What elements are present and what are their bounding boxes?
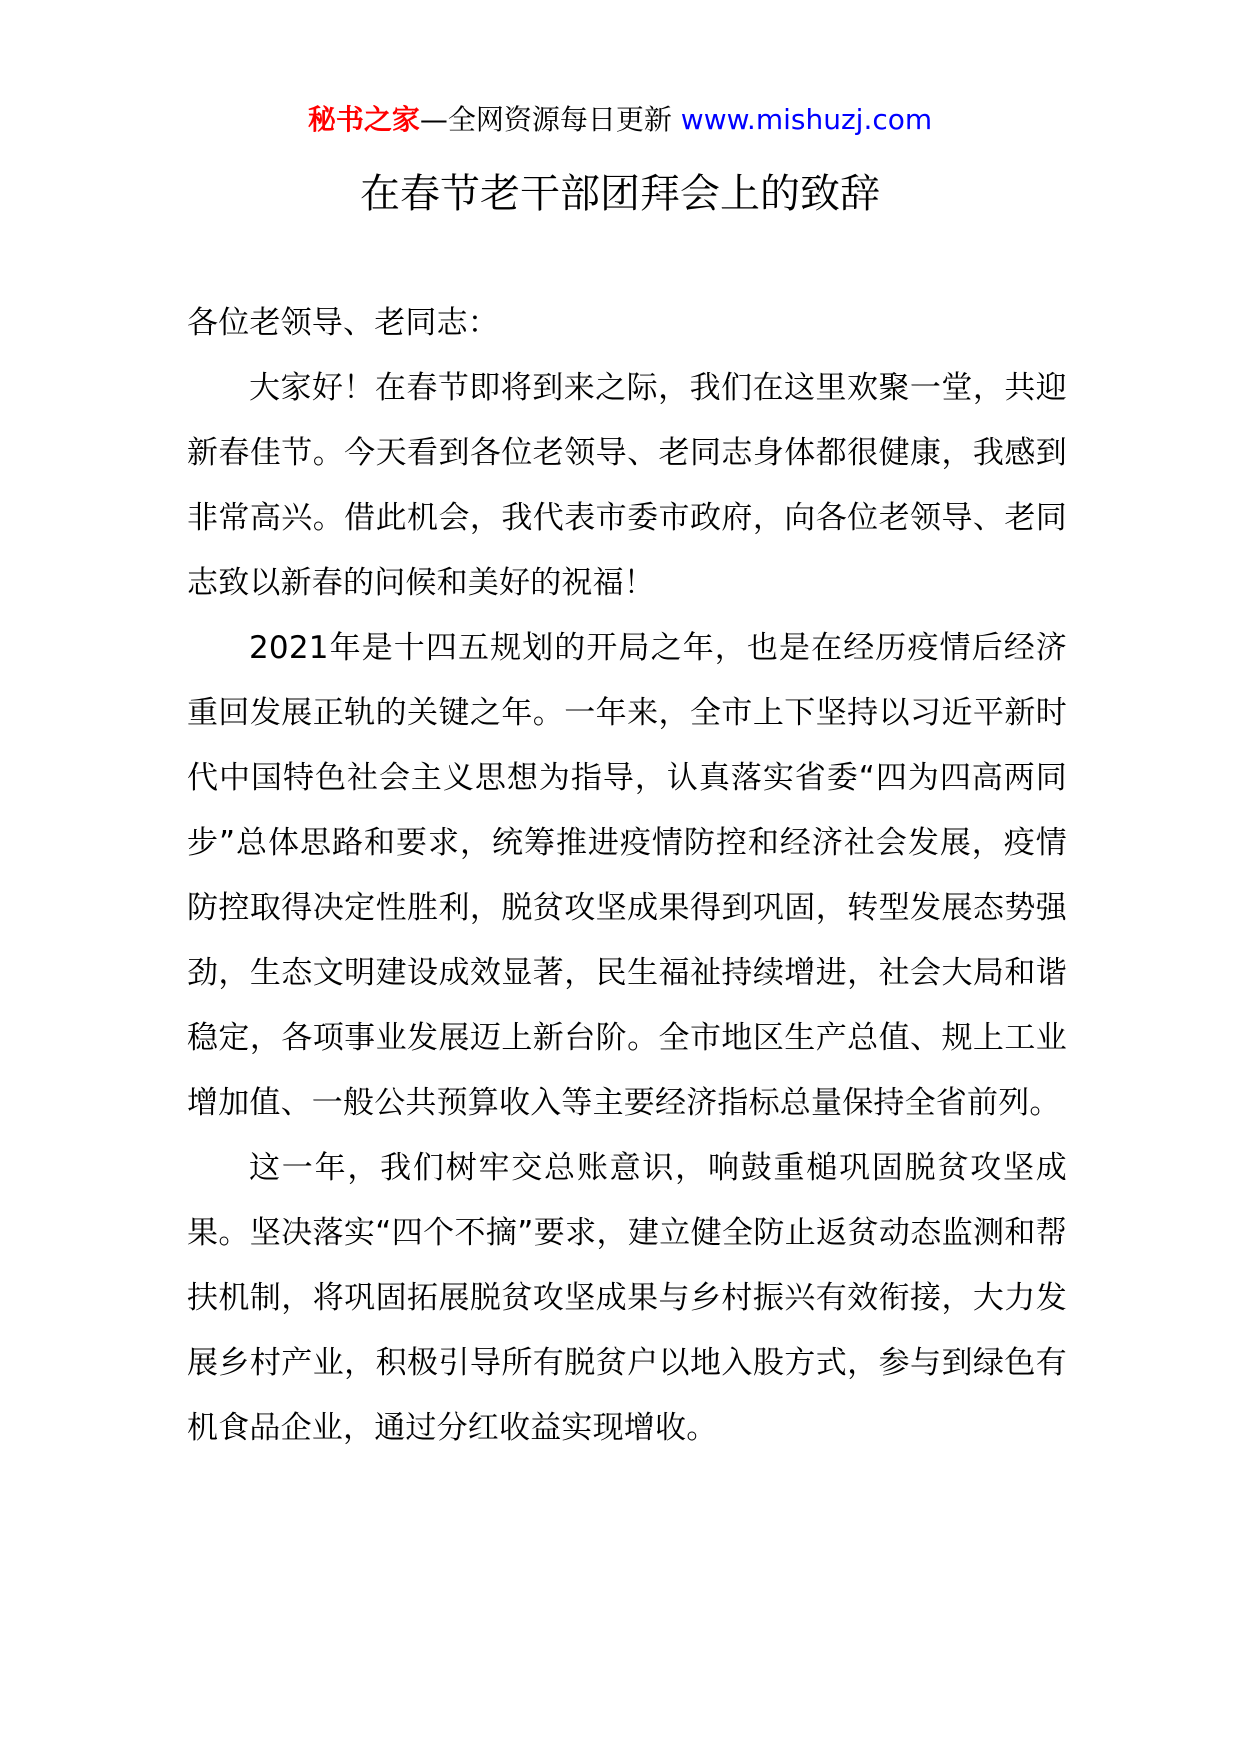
site-url-link[interactable]: www.mishuzj.com [680, 103, 933, 136]
brand-name: 秘书之家 [307, 103, 420, 136]
site-header [0, 100, 1240, 140]
salutation: 各位老领导、老同志： [187, 305, 499, 341]
paragraph-greeting: 大家好！在春节即将到来之际，我们在这里欢聚一堂，共迎新春佳节。今天看到各位老领导、老同志身体都很健康，我感到非常高兴。借此机会，我代表市委市政府，向各位老领导、老同志致以新春的问候和美好的祝福！ [187, 370, 1067, 601]
paragraph-poverty-alleviation: 这一年，我们树牢交总账意识，响鼓重槌巩固脱贫攻坚成果。坚决落实“四个不摘”要求，建立健全防止返贫动态监测和帮扶机制，将巩固拓展脱贫攻坚成果与乡村振兴有效衔接，大力发展乡村产业，积极引导所有脱贫户以地入股方式，参与到绿色有机食品企业，通过分红收益实现增收。 [187, 1150, 1067, 1446]
paragraph-achievements: 2021年是十四五规划的开局之年，也是在经历疫情后经济重回发展正轨的关键之年。一年来，全市上下坚持以习近平新时代中国特色社会主义思想为指导，认真落实省委“四为四高两同步”总体思路和要求，统筹推进疫情防控和经济社会发展，疫情防控取得决定性胜利，脱贫攻坚成果得到巩固，转型发展态势强劲，生态文明建设成效显著，民生福祉持续增进，社会大局和谐稳定，各项事业发展迈上新台阶。全市地区生产总值、规上工业增加值、一般公共预算收入等主要经济指标总量保持全省前列。 [187, 630, 1067, 1121]
document-body [187, 291, 1067, 1461]
document-title: 在春节老干部团拜会上的致辞 [360, 171, 880, 217]
header-tagline: —全网资源每日更新 [419, 103, 672, 136]
